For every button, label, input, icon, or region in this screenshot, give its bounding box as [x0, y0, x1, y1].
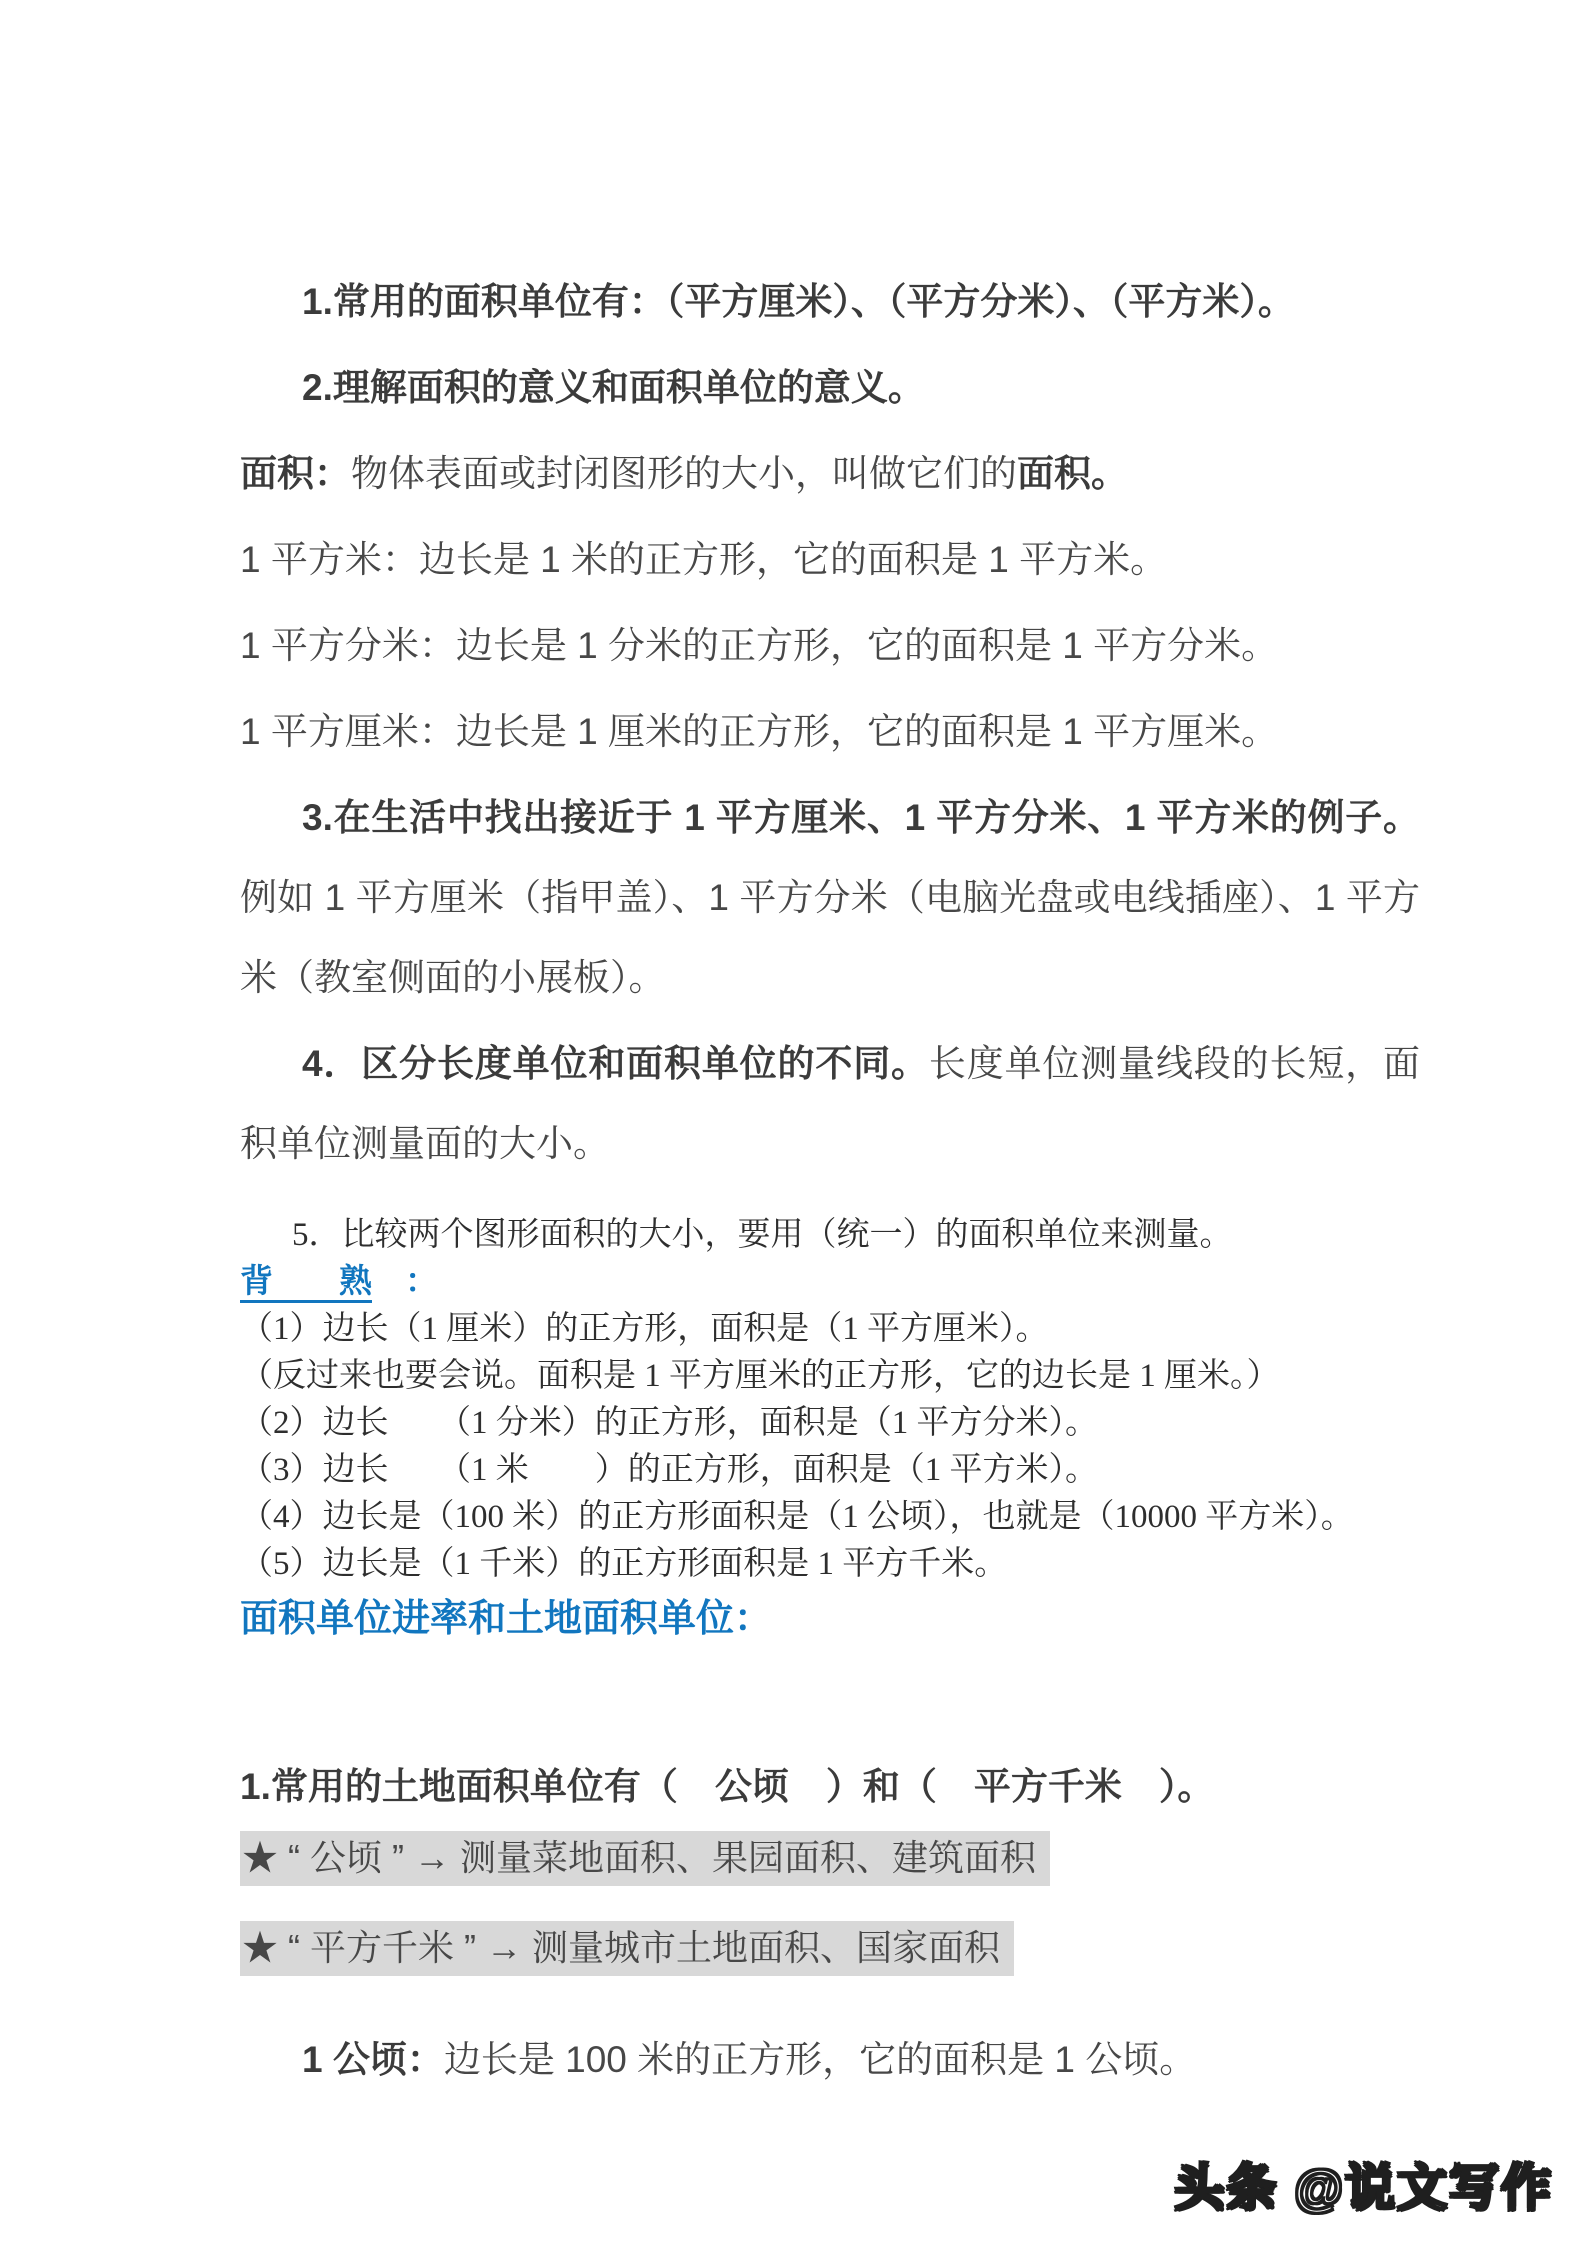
highlight-sqkm-usage: ★ “ 平方千米 ” → 测量城市土地面积、国家面积	[240, 1921, 1014, 1976]
memorize-line-5: （5）边长是（1 千米）的正方形面积是 1 平方千米。	[240, 1546, 1008, 1582]
area-units-item-2: 2.理解面积的意义和面积单位的意义。	[302, 367, 925, 408]
highlight-line-sqkm	[240, 1922, 1420, 1974]
area-units-item-5: 5．比较两个图形面积的大小，要用（统一）的面积单位来测量。	[292, 1217, 1233, 1253]
memorize-line-3: （3）边长 （1 米 ）的正方形，面积是（1 平方米）。	[240, 1452, 1098, 1488]
highlight-hectare-usage: ★ “ 公顷 ” → 测量菜地面积、果园面积、建筑面积	[240, 1831, 1050, 1886]
hectare-definition-term: 1 公顷：	[302, 2039, 444, 2080]
memorize-heading-label: 背 熟	[240, 1264, 372, 1300]
area-units-item-4	[240, 1024, 1420, 1184]
definition-square-decimeter: 1 平方分米：边长是 1 分米的正方形，它的面积是 1 平方分米。	[240, 625, 1279, 666]
hectare-definition	[240, 2020, 1420, 2100]
area-definition-term: 面积：	[240, 453, 351, 494]
area-definition	[240, 434, 1420, 514]
memorize-section	[240, 1212, 1420, 1588]
memorize-heading-colon: ：	[372, 1264, 438, 1300]
hectare-definition-body: 边长是 100 米的正方形，它的面积是 1 公顷。	[443, 2039, 1197, 2080]
item-3-examples: 例如 1 平方厘米（指甲盖）、1 平方分米（电脑光盘或电线插座）、1 平方米（教室侧面的小展板）。	[240, 877, 1420, 998]
item-3-bold-part: 3.在生活中找出接近于 1 平方厘米、1 平方分米、1 平方米的例子。	[302, 797, 1420, 838]
item-4-bold-part: 4．区分长度单位和面积单位的不同。	[302, 1043, 929, 1084]
definition-square-meter: 1 平方米：边长是 1 米的正方形，它的面积是 1 平方米。	[240, 539, 1168, 580]
definition-square-centimeter: 1 平方厘米：边长是 1 厘米的正方形，它的面积是 1 平方厘米。	[240, 711, 1279, 752]
area-units-item-3	[240, 778, 1420, 1018]
watermark-toutiao: 头条 @说文写作	[1174, 2160, 1553, 2216]
land-units-item-1: 1.常用的土地面积单位有（ 公顷 ）和（ 平方千米 ）。	[240, 1766, 1215, 1807]
document-body	[240, 262, 1420, 2106]
area-definition-body: 物体表面或封闭图形的大小，叫做它们的	[351, 453, 1017, 494]
memorize-line-1-reverse: （反过来也要会说。面积是 1 平方厘米的正方形，它的边长是 1 厘米。）	[240, 1358, 1280, 1394]
memorize-heading	[240, 1259, 1420, 1306]
item-4-rest: 长度单位测量线段的长短，面积单位测量面的大小。	[240, 1043, 1421, 1164]
memorize-line-2: （2）边长 （1 分米）的正方形，面积是（1 平方分米）。	[240, 1405, 1098, 1441]
memorize-line-1: （1）边长（1 厘米）的正方形，面积是（1 平方厘米）。	[240, 1311, 1049, 1347]
area-definition-tail: 面积。	[1017, 453, 1128, 494]
memorize-line-4: （4）边长是（100 米）的正方形面积是（1 公顷），也就是（10000 平方米）。	[240, 1499, 1354, 1535]
land-units-heading: 面积单位进率和土地面积单位：	[240, 1598, 773, 1640]
area-units-item-1: 1.常用的面积单位有：（平方厘米）、（平方分米）、（平方米）。	[302, 281, 1295, 322]
highlight-line-hectare	[240, 1832, 1420, 1884]
